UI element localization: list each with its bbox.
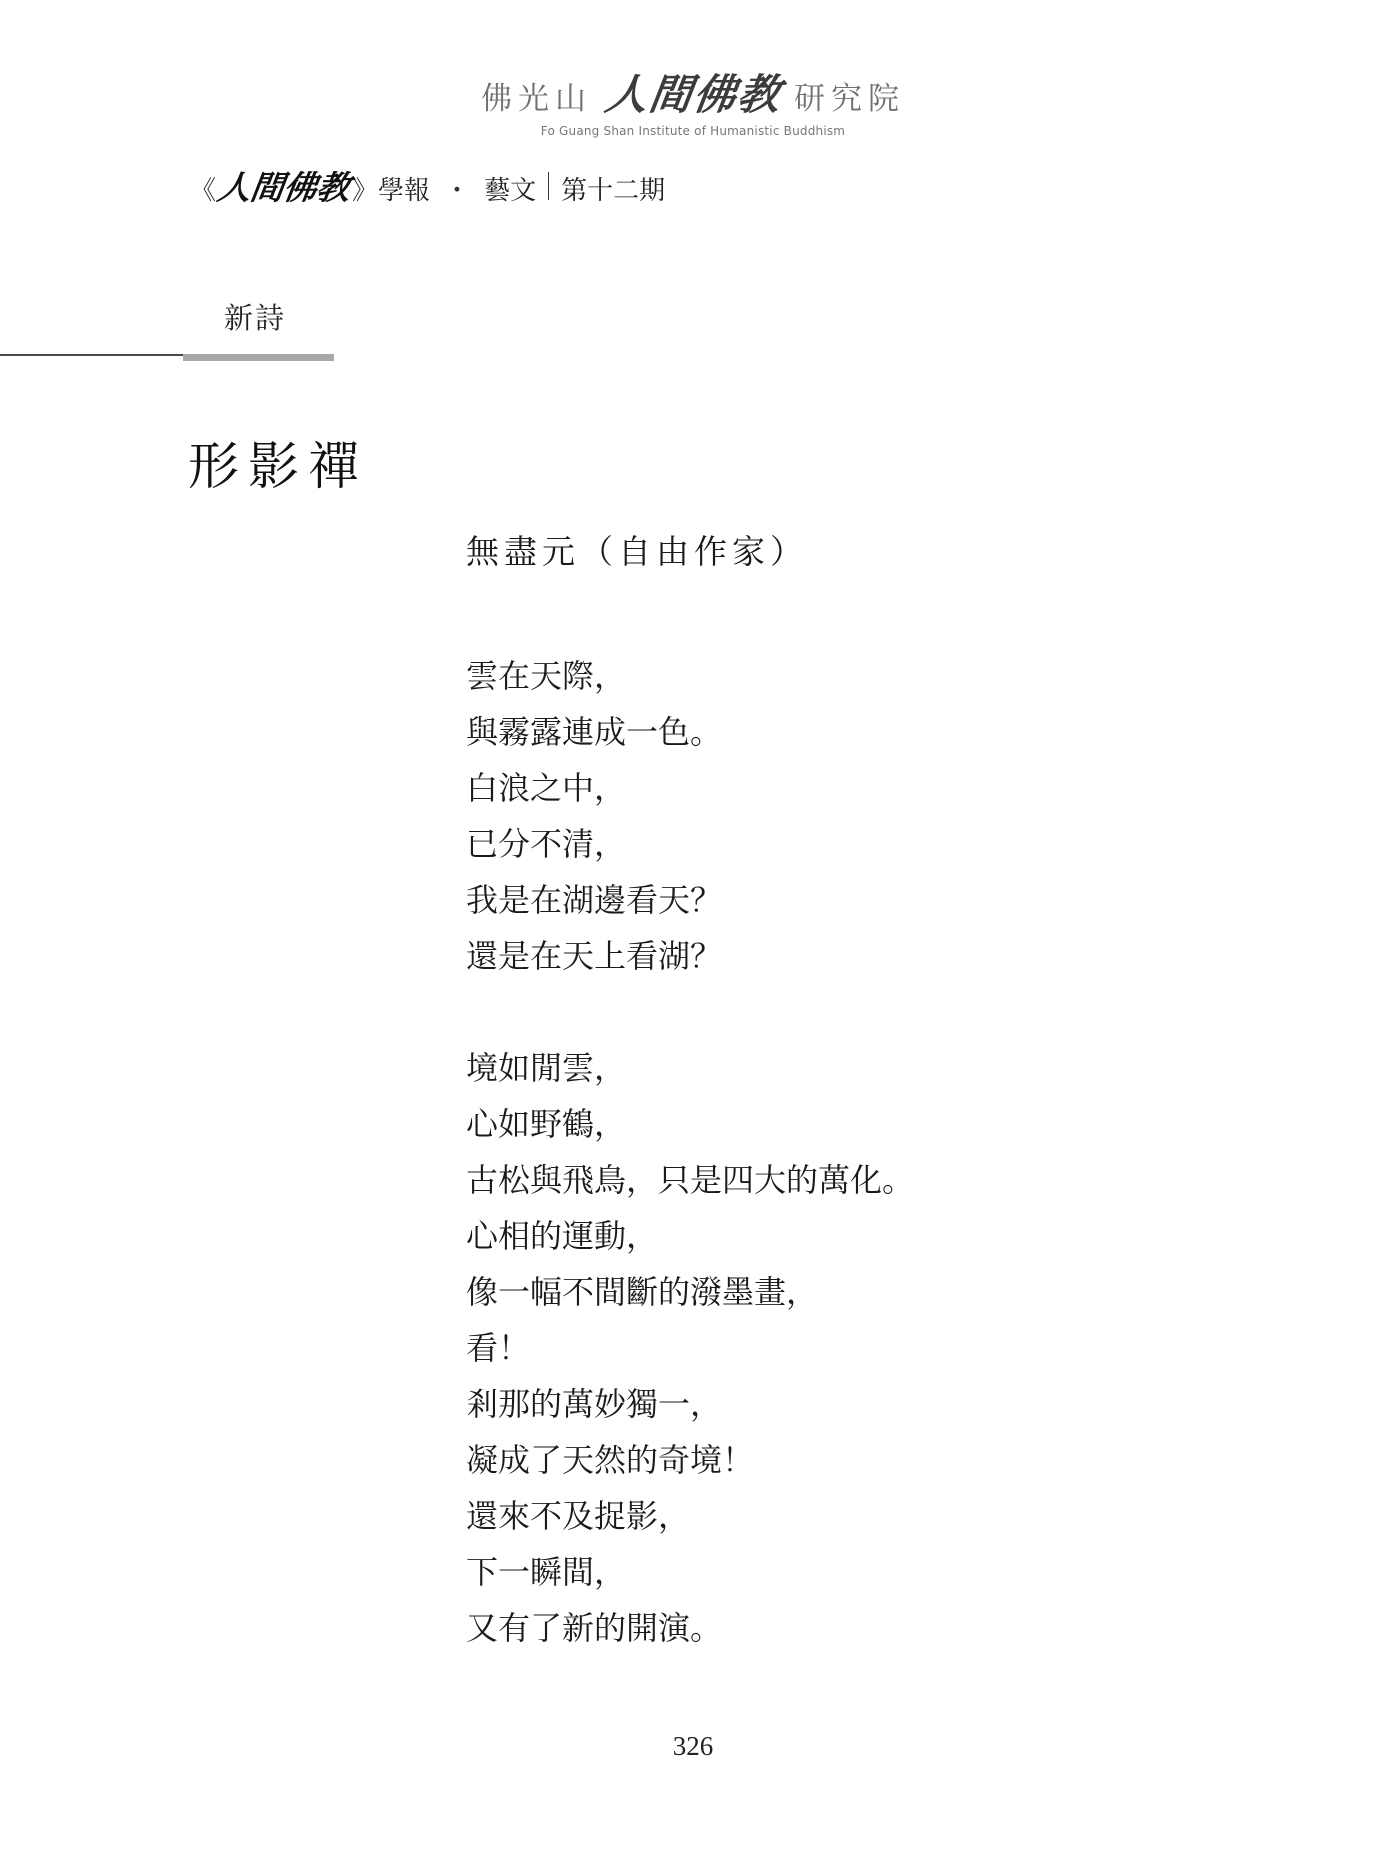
institute-prefix: 佛光山: [480, 81, 592, 117]
poem-line: 已分不清，: [466, 825, 627, 863]
institute-suffix: 研究院: [794, 81, 905, 117]
poem-line: 剎那的萬妙獨一，: [466, 1385, 723, 1423]
poem-line: 境如閒雲，: [466, 1049, 627, 1087]
poem-line: 還來不及捉影，: [466, 1497, 691, 1535]
section-label: 新詩: [224, 301, 287, 335]
poem-author: 無盡元（自由作家）: [466, 532, 808, 571]
poem-line: 雲在天際，: [466, 657, 627, 695]
poem-line: 心如野鶴，: [466, 1105, 627, 1143]
institute-logo: 人間佛教: [602, 70, 786, 119]
poem-line: 白浪之中，: [466, 769, 627, 807]
journal-word: 學報: [378, 176, 431, 206]
poem-line: 又有了新的開演。: [466, 1609, 723, 1647]
poem-line: 心相的運動，: [466, 1217, 659, 1255]
poem-line: 我是在湖邊看天？: [466, 881, 723, 919]
institute-english-name: Fo Guang Shan Institute of Humanistic Buddhism: [540, 124, 846, 138]
journal-issue: 第十二期: [561, 176, 666, 206]
institute-name: [481, 62, 905, 122]
poem-line: 看！: [466, 1329, 531, 1367]
poem-line: 古松與飛鳥，只是四大的萬化。: [466, 1161, 915, 1199]
journal-divider: [548, 172, 549, 200]
journal-section: 藝文: [484, 176, 537, 206]
poem-line: 下一瞬間，: [466, 1553, 627, 1591]
journal-close-bracket: 》: [352, 176, 379, 206]
journal-open-bracket: 《: [190, 176, 217, 206]
poem-line: 與霧露連成一色。: [466, 713, 723, 751]
journal-separator: ・: [444, 176, 471, 206]
poem-line: 像一幅不間斷的潑墨畫，: [466, 1273, 819, 1311]
institute-header: [0, 62, 1386, 138]
page-number: 326: [672, 1731, 714, 1761]
poem-stanza-2: [466, 1040, 914, 1656]
journal-name: 人間佛教: [214, 168, 353, 207]
poem-line: 還是在天上看湖？: [466, 937, 723, 975]
poem-title: 形影禪: [188, 438, 369, 497]
journal-header: [190, 162, 665, 209]
section-heading: [0, 296, 340, 362]
poem-line: 凝成了天然的奇境！: [466, 1441, 755, 1479]
poem-body: [466, 648, 914, 1656]
poem-stanza-1: [466, 648, 914, 984]
section-accent-bar: [183, 354, 334, 361]
